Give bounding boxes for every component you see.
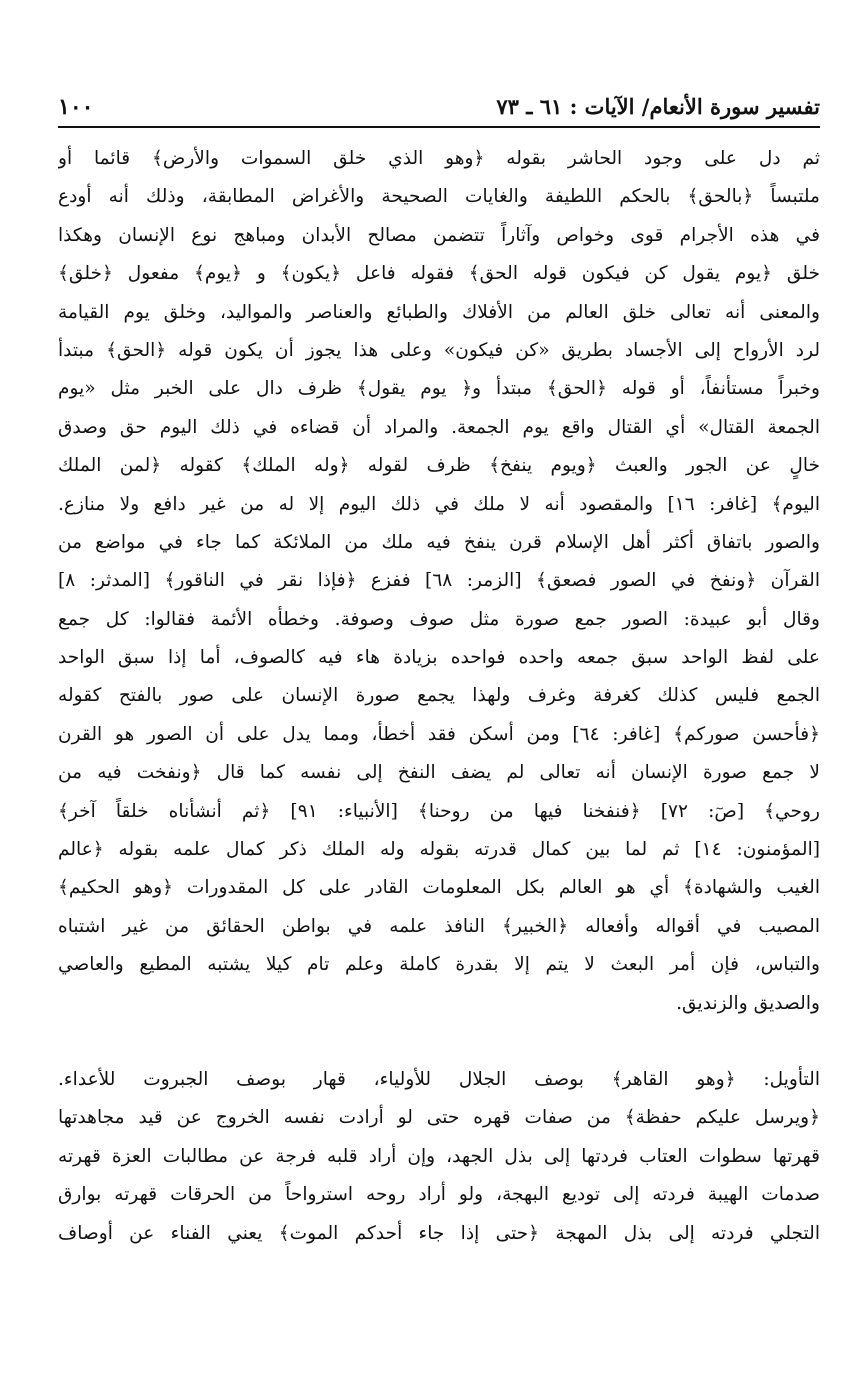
text-line: في هذه الأجرام قوى وخواص وآثاراً تتضمن مصالح الأبدان ومباهج نوع الإنسان وهكذا xyxy=(58,224,820,246)
text-line: خالٍ عن الجور والعبث ﴿ويوم ينفخ﴾ ظرف لقوله ﴿وله الملك﴾ كقوله ﴿لمن الملك xyxy=(58,455,820,477)
text-line: خلق ﴿يوم يقول كن فيكون قوله الحق﴾ فقوله فاعل ﴿يكون﴾ و ﴿يوم﴾ مفعول ﴿خلق﴾ xyxy=(58,263,820,285)
text-line: قهرتها سطوات العتاب فردتها إلى بذل الجهد، وإن أراد قلبه فرجة عن مطالبات العزة قهرته xyxy=(58,1145,820,1167)
text-line: المصيب في أقواله وأفعاله ﴿الخبير﴾ النافذ علمه في بواطن الحقائق من غير اشتباه xyxy=(58,915,820,937)
text-line: على لفظ الواحد سبق جمعه واحده فواحده بزيادة هاء فيه كالصوف، أما إذا سبق الواحد xyxy=(58,647,820,669)
text-line: والصديق والزنديق. xyxy=(676,992,820,1014)
header-divider xyxy=(58,126,820,128)
text-line: صدمات الهيبة فردته إلى توديع البهجة، ولو أراد روحه استرواحاً من الحرقات قهرته بوارق xyxy=(58,1184,820,1206)
text-line: ﴿ويرسل عليكم حفظة﴾ من صفات قهره حتى لو أرادت نفسه الخروج عن قيد مجاهدتها xyxy=(58,1107,820,1129)
paragraph-interpretation xyxy=(58,1061,820,1253)
text-line: والمعنى أنه تعالى خلق العالم من الأفلاك والطبائع والعناصر والمواليد، وخلق يوم القيامة xyxy=(58,301,820,323)
running-header xyxy=(58,86,820,122)
text-line: اليوم﴾ [غافر: ١٦] والمقصود أنه لا ملك في ذلك اليوم إلا له من غير دافع ولا منازع. xyxy=(58,493,820,515)
text-line: الغيب والشهادة﴾ أي هو العالم بكل المعلومات القادر على كل المقدورات ﴿وهو الحكيم﴾ xyxy=(58,877,820,899)
text-line: التأويل: ﴿وهو القاهر﴾ بوصف الجلال للأولياء، قهار بوصف الجبروت للأعداء. xyxy=(58,1068,820,1090)
paragraph-gap xyxy=(58,1023,820,1061)
text-line: التجلي فردته إلى بذل المهجة ﴿حتى إذا جاء أحدكم الموت﴾ يعني الفناء عن أوصاف xyxy=(58,1222,820,1244)
text-line: والصور باتفاق أكثر أهل الإسلام قرن ينفخ فيه ملك من الملائكة كما جاء في مواضع من xyxy=(58,531,820,553)
body-text xyxy=(58,140,820,1253)
text-line: روحي﴾ [صٓ: ٧٢] ﴿فنفخنا فيها من روحنا﴾ [الأنبياء: ٩١] ﴿ثم أنشأناه خلقاً آخر﴾ xyxy=(58,800,820,822)
text-line: ثم دل على وجود الحاشر بقوله ﴿وهو الذي خلق السموات والأرض﴾ قائما أو xyxy=(58,148,820,169)
text-line: لرد الأرواح إلى الأجساد بطريق «كن فيكون» وعلى هذا يجوز أن يكون قوله ﴿الحق﴾ مبتدأ xyxy=(58,339,820,361)
text-line: والتباس، فإن أمر البعث لا يتم إلا بقدرة كاملة وعلم تام كيلا يشتبه المطيع والعاصي xyxy=(58,954,820,976)
text-line: وقال أبو عبيدة: الصور جمع صورة مثل صوف وصوفة. وخطأه الأئمة فقالوا: كل جمع xyxy=(58,608,820,630)
running-title: تفسير سورة الأنعام/ الآيات : ٦١ ـ ٧٣ xyxy=(496,94,820,119)
text-line: وخبراً مستأنفاً، أو قوله ﴿الحق﴾ مبتدأ و﴿ يوم يقول﴾ ظرف دال على الخبر مثل «يوم xyxy=(58,378,820,400)
text-line: ملتبساً ﴿بالحق﴾ بالحكم اللطيفة والغايات الصحيحة والأغراض المطابقة، وذلك أنه أودع xyxy=(58,186,820,208)
text-line: [المؤمنون: ١٤] ثم لما بين كمال قدرته بقوله وله الملك ذكر كمال علمه بقوله ﴿عالم xyxy=(58,839,820,861)
page-number: ١٠٠ xyxy=(58,94,94,120)
text-line: الجمعة القتال» أي القتال واقع يوم الجمعة. والمراد أن قضاءه في ذلك اليوم حق وصدق xyxy=(58,416,820,438)
text-line: ﴿فأحسن صوركم﴾ [غافر: ٦٤] ومن أسكن فقد أخطأ، ومما يدل على أن الصور هو القرن xyxy=(58,723,820,745)
text-line: الجمع فليس كذلك كغرفة وغرف ولهذا يجمع صورة الإنسان على صور بالفتح كقوله xyxy=(58,685,820,707)
text-line: القرآن ﴿ونفخ في الصور فصعق﴾ [الزمر: ٦٨] ففزع ﴿فإذا نقر في الناقور﴾ [المدثر: ٨] xyxy=(58,570,820,592)
paragraph-commentary xyxy=(58,140,820,1023)
text-line: لا جمع صورة الإنسان أنه تعالى لم يضف النفخ إلى نفسه كما قال ﴿ونفخت فيه من xyxy=(58,762,820,784)
